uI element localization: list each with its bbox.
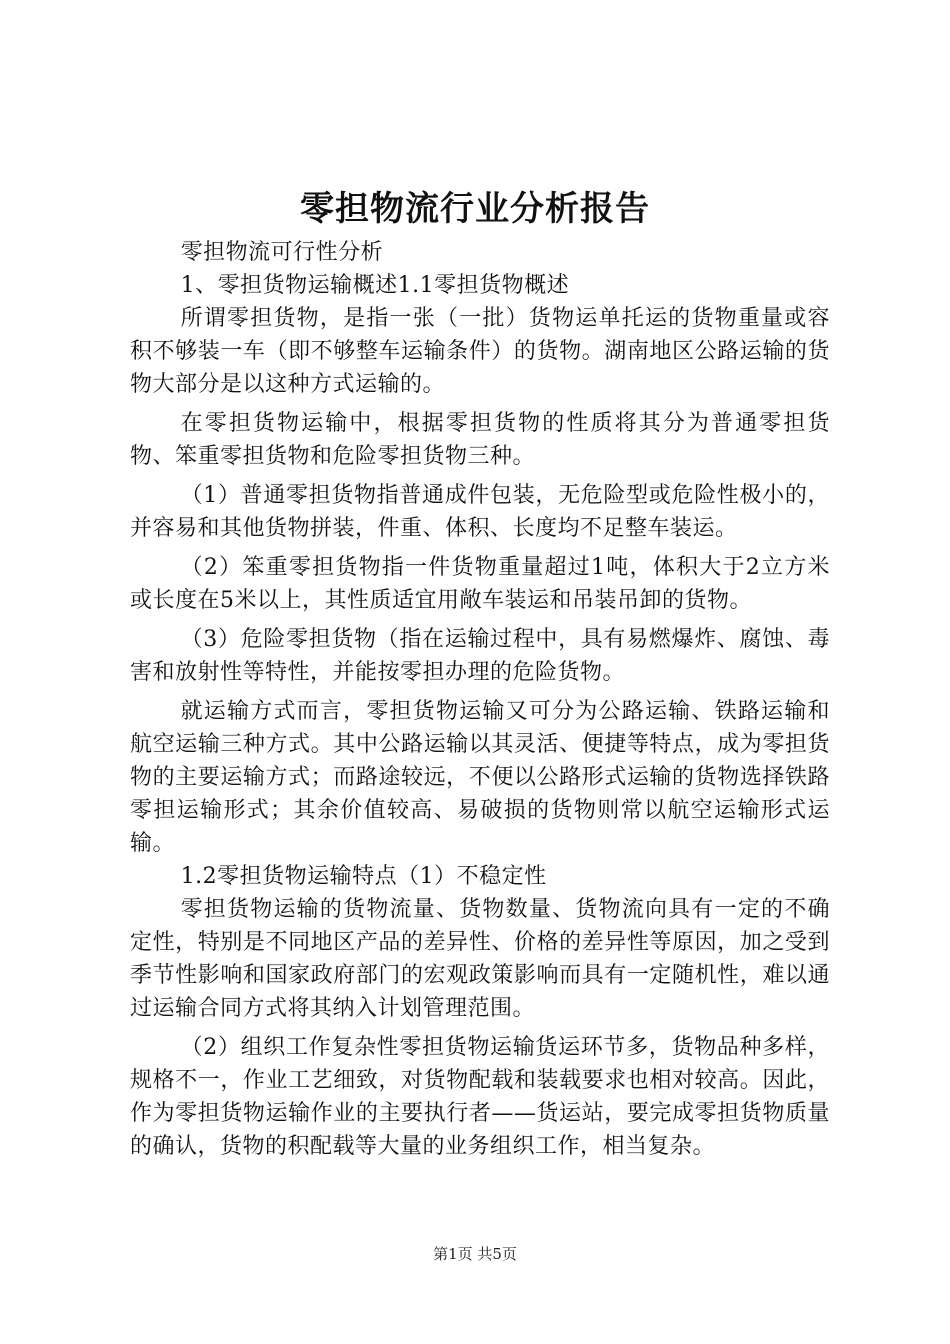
paragraph-transport-modes: 就运输方式而言，零担货物运输又可分为公路运输、铁路运输和航空运输三种方式。其中公路运输以其灵活、便捷等特点，成为零担货物的主要运输方式；而路途较远，不便以公路形式运输的货物选择铁路零担运输形式；其余价值较高、易破损的货物则常以航空运输形式运输。 [130, 699, 830, 856]
paragraph-definition: 所谓零担货物，是指一张（一批）货物运单托运的货物重量或容积不够装一车（即不够整车运输条件）的货物。湖南地区公路运输的货物大部分是以这种方式运输的。 [130, 306, 830, 397]
paragraph-feasibility-heading: 零担物流可行性分析 [180, 240, 384, 265]
paragraph-instability: 零担货物运输的货物流量、货物数量、货物流向具有一定的不确定性，特别是不同地区产品的差异性、价格的差异性等原因，加之受到季节性影响和国家政府部门的宏观政策影响而具有一定随机性，难以通过运输合同方式将其纳入计划管理范围。 [130, 897, 830, 1021]
paragraph-section-1-2-heading: 1.2零担货物运输特点（1）不稳定性 [180, 864, 547, 889]
paragraph-classification: 在零担货物运输中，根据零担货物的性质将其分为普通零担货物、笨重零担货物和危险零担货物三种。 [130, 411, 830, 469]
paragraph-section-1-heading: 1、零担货物运输概述1.1零担货物概述 [180, 273, 570, 298]
page-number-footer: 第1页 共5页 [433, 1245, 517, 1263]
paragraph-ordinary-goods: （1）普通零担货物指普通成件包装，无危险型或危险性极小的，并容易和其他货物拼装，件重、体积、长度均不足整车装运。 [130, 483, 830, 541]
paragraph-complexity: （2）组织工作复杂性零担货物运输货运环节多，货物品种多样，规格不一，作业工艺细致，对货物配载和装载要求也相对较高。因此，作为零担货物运输作业的主要执行者——货运站，要完成零担货物质量的确认，货物的积配载等大量的业务组织工作，相当复杂。 [130, 1035, 830, 1159]
document-body [130, 236, 830, 1163]
paragraph-dangerous-goods: （3）危险零担货物（指在运输过程中，具有易燃爆炸、腐蚀、毒害和放射性等特性，并能按零担办理的危险货物。 [130, 627, 830, 685]
paragraph-heavy-goods: （2）笨重零担货物指一件货物重量超过1吨，体积大于2立方米或长度在5米以上，其性质适宜用敞车装运和吊装吊卸的货物。 [130, 555, 830, 613]
document-title: 零担物流行业分析报告 [300, 189, 650, 229]
